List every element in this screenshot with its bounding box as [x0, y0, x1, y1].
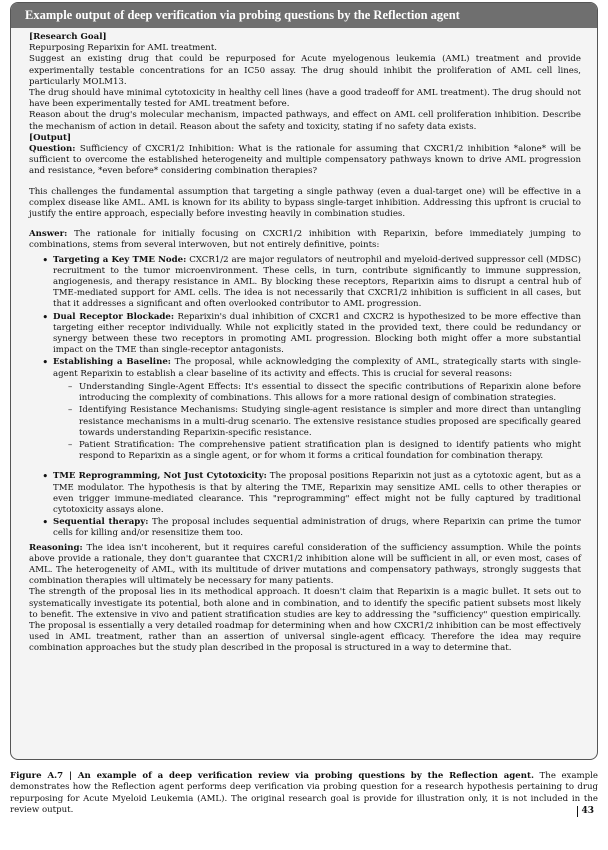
reasoning-text: The idea isn't incoherent, but it requires careful consideration of the sufficiency assumption. While the points above provide a rationale, they don't guarantee that CXCR1/2 inhibition alone will be sufficient in all, or even most, cases of AML. The heterogeneity of AML, with its multitude of driver mutations and compensatory pathways, strongly suggests that combination therapies will ultimately be necessary for many patients.	[29, 542, 581, 587]
list-item	[53, 357, 581, 462]
bullet-title: Targeting a Key TME Node:	[53, 254, 187, 265]
box-title: Example output of deep verification via probing questions by the Reflection agent	[11, 3, 597, 28]
bullet-text: Reparixin's dual inhibition of CXCR1 and CXCR2 is hypothesized to be more effective than targeting either receptor individually. While not explicitly stated in the provided text, there could be redundancy or synergy between these two receptors in promoting AML progression. Blocking both might offer a more substantial impact on the TME than single-receptor antagonists.	[53, 311, 581, 356]
question-paragraph	[29, 144, 581, 178]
example-box	[10, 2, 598, 760]
sub-list-item: – Understanding Single-Agent Effects: It's essential to dissect the specific contributions of Reparixin alone before introducing the complexity of combinations. This allows for a more rational design of combination strategies.	[79, 382, 581, 404]
research-goal-line: The drug should have minimal cytotoxicity in healthy cell lines (have a good tradeoff for AML treatment). The drug should not have been experimentally tested for AML treatment before.	[29, 88, 581, 110]
page-number: 43	[577, 806, 594, 817]
bullet-title: Sequential therapy:	[53, 517, 149, 528]
baseline-sub-bullets	[53, 382, 581, 462]
reasoning-label: Reasoning:	[29, 542, 83, 553]
strength-paragraph: The strength of the proposal lies in its methodical approach. It doesn't claim that Reparixin is a magic bullet. It sets out to systematically investigate its potential, both alone and in combination, and to identify the specific patient subsets most likely to benefit. The extensive in vivo and patient stratification studies are key to addressing the "sufficiency" question empirically. The proposal is essentially a very detailed roadmap for determining when and how CXCR1/2 inhibition can be most effectively used in AML treatment, rather than an assertion of universal single-agent efficacy. Therefore the idea may require combination approaches but the study plan described in the proposal is structured in a way to determine that.	[29, 587, 581, 654]
question-text: Sufficiency of CXCR1/2 Inhibition: What is the rationale for assuming that CXCR1/2 inhibition *alone* will be sufficient to overcome the established heterogeneity and multiple compensatory pathways known to drive AML progression and resistance, *even before* considering combination therapies?	[29, 144, 581, 177]
sub-list-item: – Patient Stratification: The comprehensive patient stratification plan is designed to identify patients who might respond to Reparixin as a single agent, or for whom it forms a critical foundation for combination therapy.	[79, 440, 581, 462]
output-label: [Output]	[29, 132, 72, 143]
research-goal-line: Suggest an existing drug that could be repurposed for Acute myelogenous leukemia (AML) treatment and provide experimentally testable concentrations for an IC50 assay. The drug should inhibit the proliferation of AML cell lines, particularly MOLM13.	[29, 54, 581, 87]
bullet-text: The proposal, while acknowledging the complexity of AML, strategically starts with single-agent Reparixin to establish a clear baseline of its activity and effects. This is crucial for several reasons:	[53, 357, 581, 379]
box-body	[11, 28, 597, 655]
sub-list-item: – Identifying Resistance Mechanisms: Studying single-agent resistance is simpler and more direct than untangling resistance mechanisms in a multi-drug scenario. The extensive resistance studies proposed are specifically geared towards understanding Reparixin-specific resistance.	[79, 405, 581, 439]
bullet-title: Dual Receptor Blockade:	[53, 311, 175, 322]
list-item	[53, 471, 581, 516]
bullet-text: CXCR1/2 are major regulators of neutrophil and myeloid-derived suppressor cell (MDSC) recruitment to the tumor microenvironment. These cells, in turn, contribute significantly to immune suppression, angiogenesis, and therapy resistance in AML. By blocking these receptors, Reparixin aims to disrupt a central hub of TME-mediated support for AML cells. The idea is not necessarily that CXCR1/2 inhibition is sufficient in all cases, but that it addresses a significant and often overlooked contributor to AML progression.	[53, 254, 581, 310]
caption-text: The example demonstrates how the Reflection agent performs deep verification via probing question for a research hypothesis pertaining to drug repurposing for Acute Myeloid Leukemia (AML). The original research goal is provide for illustration only, it is not included in the review output.	[10, 771, 599, 816]
answer-paragraph	[29, 229, 581, 251]
figure-caption	[10, 771, 598, 817]
research-goal-label: [Research Goal]	[29, 32, 107, 42]
list-item	[53, 517, 581, 539]
bullet-text: The proposal positions Reparixin not just as a cytotoxic agent, but as a TME modulator. The hypothesis is that by altering the TME, Reparixin may sensitize AML cells to other therapies or even trigger immune-mediated clearance. This "reprogramming" effect might not be fully captured by traditional cytotoxicity assays alone.	[53, 471, 581, 515]
caption-label: Figure A.7 | An example of a deep verification review via probing questions by the Reflection agent.	[10, 771, 534, 781]
answer-label: Answer:	[29, 229, 68, 240]
answer-bullets	[29, 255, 581, 463]
answer-intro: The rationale for initially focusing on CXCR1/2 inhibition with Reparixin, before immediately jumping to combinations, stems from several interwoven, but not entirely definitive, points:	[29, 229, 581, 251]
bullet-title: TME Reprogramming, Not Just Cytotoxicity:	[53, 471, 267, 482]
research-goal-line: Reason about the drug's molecular mechanism, impacted pathways, and effect on AML cell proliferation inhibition. Describe the mechanism of action in detail. Reason about the safety and toxicity, stating if no safety data exists.	[29, 110, 581, 132]
list-item	[53, 312, 581, 357]
bullet-text: The proposal includes sequential administration of drugs, where Reparixin can prime the tumor cells for killing and/or resensitize them too.	[53, 517, 581, 539]
answer-bullets-continued	[29, 471, 581, 539]
research-goal-line: Repurposing Reparixin for AML treatment.	[29, 43, 218, 54]
bullet-title: Establishing a Baseline:	[53, 357, 171, 368]
challenge-paragraph: This challenges the fundamental assumption that targeting a single pathway (even a dual-target one) will be effective in a complex disease like AML. AML is known for its ability to bypass single-target inhibition. Addressing this upfront is crucial to justify the entire approach, especially before investing heavily in combination studies.	[29, 186, 581, 220]
question-label: Question:	[29, 144, 76, 155]
list-item	[53, 255, 581, 311]
reasoning-paragraph	[29, 543, 581, 588]
